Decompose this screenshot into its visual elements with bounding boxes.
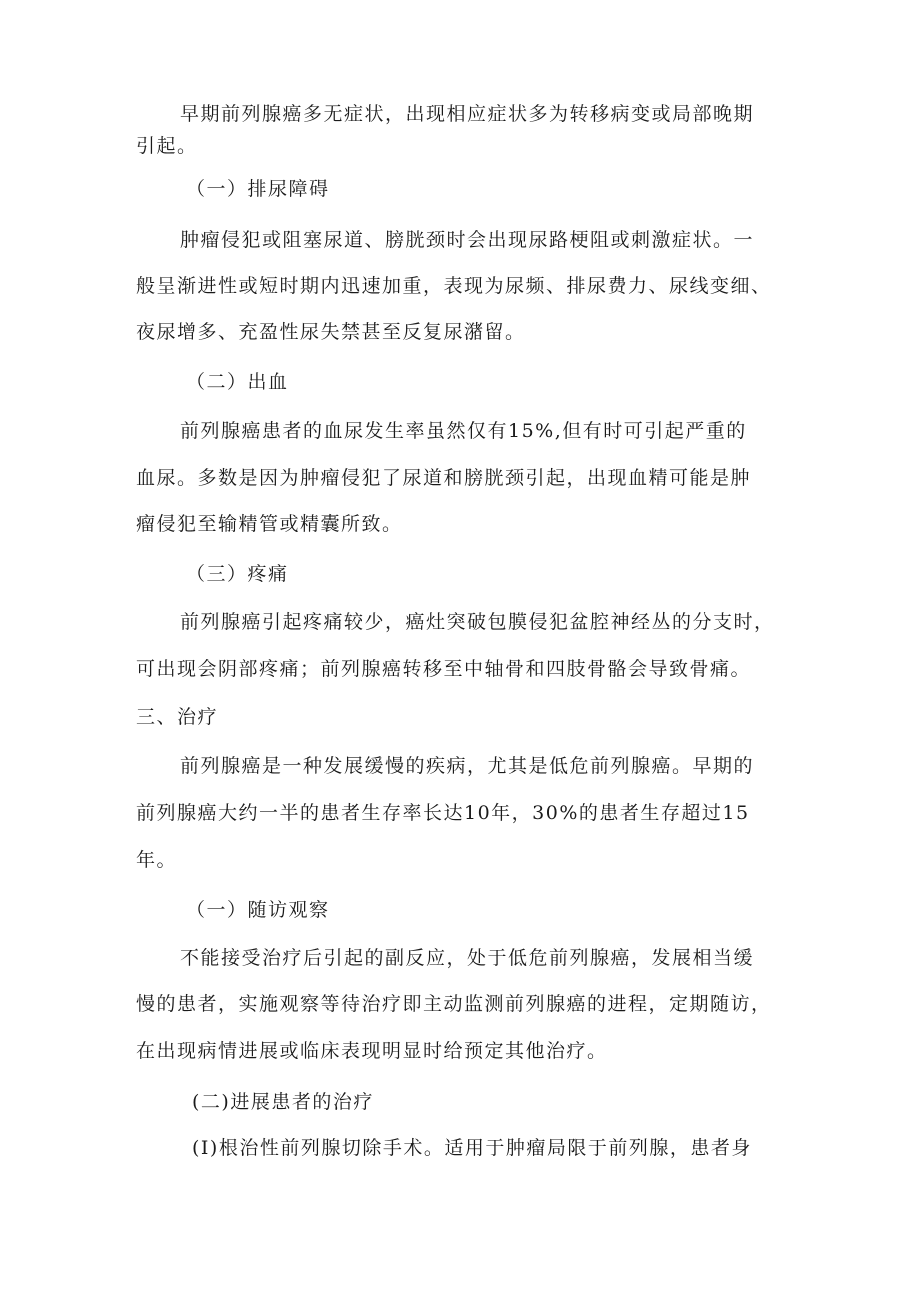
urination-line-1: 肿瘤侵犯或阻塞尿道、膀胱颈时会出现尿路梗阻或刺激症状。一 [180, 229, 755, 251]
treatment-line-3: 年。 [136, 849, 178, 871]
treatment-line-2: 前列腺癌大约一半的患者生存率长达10年，30%的患者生存超过15 [136, 802, 750, 824]
bleeding-line-3: 瘤侵犯至输精管或精囊所致。 [136, 513, 403, 535]
urination-line-2: 般呈渐进性或短时期内迅速加重，表现为尿频、排尿费力、尿线变细、 [136, 275, 772, 297]
followup-line-2: 慢的患者，实施观察等待治疗即主动监测前列腺癌的进程，定期随访， [136, 993, 772, 1015]
followup-line-1: 不能接受治疗后引起的副反应，处于低危前列腺癌，发展相当缓 [180, 947, 755, 969]
heading-pain: （三）疼痛 [186, 563, 289, 585]
heading-treatment: 三、治疗 [136, 706, 219, 728]
pain-line-1: 前列腺癌引起疼痛较少，癌灶突破包膜侵犯盆腔神经丛的分支时， [180, 611, 775, 633]
pain-line-2: 可出现会阴部疼痛；前列腺癌转移至中轴骨和四肢骨骼会导致骨痛。 [136, 658, 752, 680]
intro-line-1: 早期前列腺癌多无症状，出现相应症状多为转移病变或局部晚期 [180, 103, 755, 125]
urination-line-3: 夜尿增多、充盈性尿失禁甚至反复尿潴留。 [136, 321, 526, 343]
heading-advanced-treatment: (二)进展患者的治疗 [192, 1091, 374, 1113]
followup-line-3: 在出现病情进展或临床表现明显时给预定其他治疗。 [136, 1040, 608, 1062]
heading-urination: （一）排尿障碍 [186, 178, 330, 200]
treatment-line-1: 前列腺癌是一种发展缓慢的疾病，尤其是低危前列腺癌。早期的 [180, 755, 755, 777]
intro-line-2: 引起。 [136, 135, 198, 157]
advanced-line-1: (I)根治性前列腺切除手术。适用于肿瘤局限于前列腺，患者身 [192, 1137, 752, 1159]
bleeding-line-2: 血尿。多数是因为肿瘤侵犯了尿道和膀胱颈引起，出现血精可能是肿 [136, 467, 752, 489]
heading-followup: （一）随访观察 [186, 899, 330, 921]
heading-bleeding: （二）出血 [186, 371, 289, 393]
bleeding-line-1: 前列腺癌患者的血尿发生率虽然仅有15%,但有时可引起严重的 [180, 420, 747, 442]
